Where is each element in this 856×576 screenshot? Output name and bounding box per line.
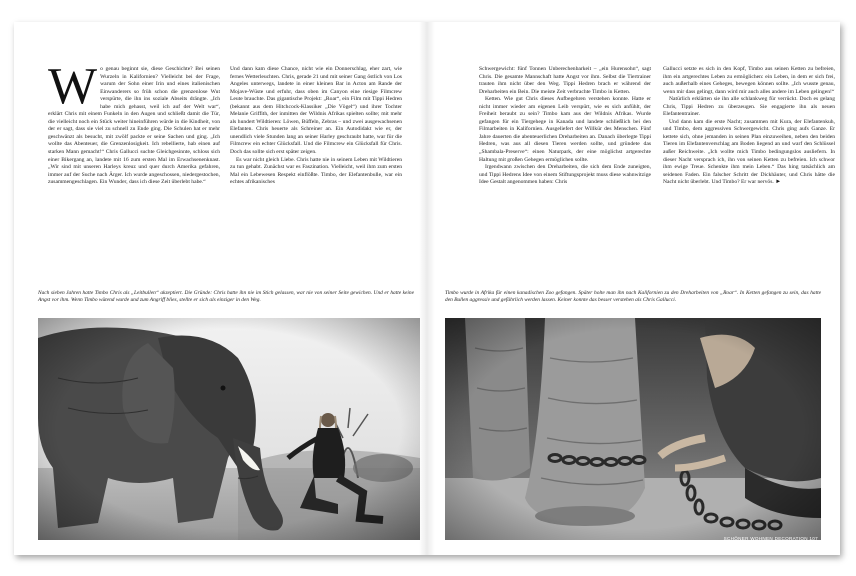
left-column-1 [48, 66, 220, 258]
magazine-spread [14, 22, 840, 555]
paragraph: Ketten. Wie gut Chris dieses Aufbegehren verstehen konnte. Hatte er nicht immer wieder am eigenen Leib verspürt, wie es sich anfühlt, der Freiheit beraubt zu sein? Timbo kam aus der Wildnis Afrikas. Wurde gefangen für ein Tiergehege in Kanada und landete schließlich bei den Filmarbeiten in Kalifornien. Ausgeliefert der Willkür des Menschen. Fünf Jahre dauerten die abenteuerlichen Dreharbeiten an. Danach überlegte Tippi Hedren, was aus all diesen Tieren werden sollte, und gründete das „Shambala-Preserve“: einen Naturpark, der eine möglichst artgerechte Haltung mit großen Gehegen ermöglichen sollte. [479, 96, 651, 163]
photo-caption-left: Nach sieben Jahren hatte Timbo Chris als „Leitbullen“ akzeptiert. Die Gründe: Chris hatte ihn nie im Stich gelassen, war nie von seiner Seite gewichen. Und er hatte keine Angst vor ihm. Wenn Timbo wütend wurde und zum Angriff blies, stellte er sich als einziger in den Weg. [38, 290, 414, 304]
paragraph: Schwergewicht: fünf Tonnen Unberechenbarkeit – „ein Hurensohn“, sagt Chris. Die gesamte Mannschaft hatte Angst vor ihm. Selbst die Tiertrainer trauten ihm nicht über den Weg. Tippi Hedren brach er während der Dreharbeiten ein Bein. Die meiste Zeit verbrachte Timbo in Ketten. [479, 66, 651, 95]
right-column-2 [663, 66, 835, 258]
right-column-1 [479, 66, 651, 258]
right-page [427, 22, 840, 555]
left-column-2 [230, 66, 402, 258]
paragraph: Und dann kam diese Chance, nicht wie ein Donnerschlag, eher zart, wie fernes Wetterleuchten. Chris, gerade 21 und mit seiner Gang östlich von Los Angeles unterwegs, landete in einer kleinen Bar in Acton am Rande der Mojave-Wüste und erfuhr, dass oben im Canyon eine riesige Filmcrew Leute brauchte. Das gigantische Projekt: „Roar“, ein Film mit Tippi Hedren (bekannt aus dem Hitchcock-Klassiker „Die Vögel“) und ihrer Tochter Melanie Griffith, der inmitten der Wildnis Afrikas spielten sollte; mit mehr als hundert Wildtieren: Löwen, Büffeln, Zebras – und zwei ausgewachsenen Elefanten. Chris heuerte als Schreiner an. Ein Autodidakt wie er, der unendlich viele Stunden lang an seiner Harley geschraubt hatte, war für die Filmcrew ein echter Glücksfall. Und die Filmcrew ein Glücksfall für Chris. Doch das sollte sich erst später zeigen. [230, 66, 402, 156]
chain-photo-illustration [445, 318, 821, 540]
paragraph: Irgendwann zwischen den Dreharbeiten, die sich dem Ende zuneigten, und Tippi Hedrens Idee von einem Stiftungsprojekt muss diese wahnwitzige Idee Gestalt angenommen haben: Chris [479, 164, 651, 186]
paragraph-text: Und dann kam die erste Nacht; zusammen mit Kura, der Elefantenkuh, und Timbo, dem aggressiven Schwergewicht. Chris ging aufs Ganze. Er kettete sich, ohne jemanden in seinen Plan einzuweihen, neben den beiden Tieren im Elefantenverschlag am Boden liegend an und warf den Schlüssel außer Reichweite. „Ich wollte mich Timbo bedingungslos ausliefern. In dieser Nacht versprach ich, ihn von seinen Ketten zu befreien. Ich schwor ihm ewige Treue. Schenkte ihm mein Leben.“ Das hing tatsächlich am seidenen Faden. Ein falscher Schritt der Dickhäuter, und Chris hätte die Nacht nicht überlebt. Und Timbo? Er war nervös. [663, 118, 835, 186]
photo-elephant-and-man [38, 318, 420, 540]
paragraph: Natürlich erklärten sie ihn alle schlankweg für verrückt. Doch es gelang Chris, Tippi Hedren zu überzeugen. Sie engagierte ihn als neuen Elefantentrainer. [663, 96, 835, 118]
paragraph: Es war nicht gleich Liebe. Chris hatte nie in seinem Leben mit Wildtieren zu tun gehabt. Zunächst war es Faszination. Vielleicht, weil ihm zum ersten Mal ein Lebewesen Respekt einflößte. Timbo, der Elefantenbulle, war ein echtes afrikanisches [230, 156, 402, 186]
photo-elephant-chain [445, 318, 821, 540]
elephant-photo-illustration [38, 318, 420, 540]
paragraph: Gallucci setzte es sich in den Kopf, Timbo aus seinen Ketten zu befreien, ihm ein artgerechtes Leben zu ermöglichen: ein Leben, in dem er sich frei, auch außerhalb eines Geheges, bewegen können sollte. „Ich wusste genau, wenn mir dass gelingt, dann wird mir auch alles andere im Leben gelingen!“ [663, 66, 835, 95]
photo-caption-right: Timbo wurde in Afrika für einen kanadischen Zoo gefangen. Später holte man ihn nach Kalifornien zu den Dreharbeiten von „Roar“. In Ketten gefangen zu sein, das hatte den Bullen aggressiv und gefährlich werden lassen. Keiner konnte das besser verstehen als Chris Gallucci. [445, 290, 821, 304]
paragraph: o genau beginnt sie, diese Geschichte? Bei seinen Wurzeln in Kalifornien? Vielleicht bei der Frage, warum der Sohn einer Irin und eines italienischen Einwanderers so früh schon die grenzenlose Wut verspürte, die ihn ins soziale Abseits drängte. „Ich habe mich gehasst, weil ich auf der Welt war“, erklärt Chris mit einem Funkeln in den Augen und schließt damit die Tür, die vielleicht noch ein Stück weiter hineinführen würde in die Kindheit, von der er sagt, dass sie viel zu schnell zu Ende ging. Die Schulen hat er mehr geschwänzt als besucht, mit zwölf packte er seine Sachen und ging. „Ich wollte das Abenteuer, die Grenzenlosigkeit. Ich rebellierte, hab einen auf starken Mann gemacht!“ Chris Gallucci suchte Gleichgesinnte, schloss sich einer Bikergang an, landete mit 16 zum ersten Mal im Erwachsenenknast. „Wir sind mit unseren Harleys kreuz und quer durch Amerika gefahren, immer auf der Suche nach Ärger. Ich wurde angeschossen, niedergestochen, zusammengeschlagen. Ein Wunder, dass ich diese Zeit überlebt habe.“ [48, 66, 220, 186]
end-mark-icon: ► [775, 179, 782, 186]
paragraph [663, 119, 835, 187]
dropcap: W [48, 66, 98, 115]
page-folio: SCHÖNER WOHNEN DECORATION 107 [723, 536, 818, 541]
left-page [14, 22, 427, 555]
